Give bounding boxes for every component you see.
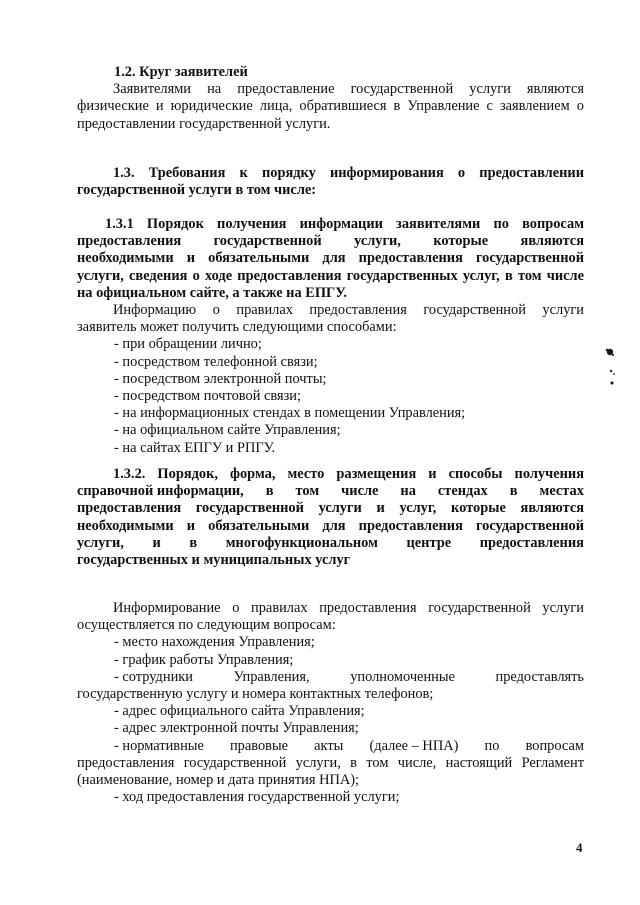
list-item: - посредством почтовой связи;: [114, 388, 301, 405]
heading-word: справочной информации,: [77, 483, 244, 500]
list-word: уполномоченные: [350, 668, 455, 685]
heading-word: в: [189, 534, 198, 551]
heading-word: являются: [520, 233, 584, 250]
heading-word: услуги,: [77, 534, 124, 551]
list-word: Управления,: [233, 668, 310, 685]
heading-word: которые: [433, 233, 489, 250]
list-item: - при обращении лично;: [114, 336, 262, 353]
heading-word: местах: [539, 483, 584, 500]
list-item: - ход предоставления государственной услуги;: [114, 789, 400, 806]
heading-word: в: [265, 483, 274, 500]
section-1-3-2-body: [77, 600, 584, 806]
list-item: [77, 669, 584, 686]
paragraph: физические и юридические лица, обратившиеся в Управление с заявлением о предоставлении государственной услуги.: [77, 98, 584, 132]
list-item: - на официальном сайте Управления;: [114, 422, 341, 439]
section-heading: 1.2. Круг заявителей: [114, 64, 248, 80]
list-word: предоставлять: [495, 668, 584, 685]
section-heading-line: необходимыми и обязательными для предоставления государственной: [77, 517, 584, 534]
section-1-3: [77, 165, 584, 199]
paragraph-line: заявитель может получить следующими способами:: [77, 319, 397, 336]
list-item: [77, 738, 584, 755]
section-heading-line: 1.3.1 Порядок получения информации заявителями по вопросам: [105, 216, 584, 232]
list-word: правовые: [229, 737, 289, 754]
list-item: - на сайтах ЕПГУ и РПГУ.: [114, 439, 276, 456]
list-word: (далее – НПА): [369, 737, 459, 754]
heading-word: числе: [341, 483, 379, 500]
section-1-3-1: [77, 216, 584, 457]
heading-word: на: [400, 483, 416, 500]
page-number: 4: [576, 840, 583, 855]
section-heading-rest: необходимыми и обязательными для предоставления государственной услуги, сведения о ходе предоставления государственных услуг, в том числе на официальном сайте, а также на ЕПГУ.: [77, 250, 584, 301]
list-item: - место нахождения Управления;: [114, 634, 315, 651]
list-item: - посредством электронной почты;: [114, 370, 327, 387]
paragraph-line: Информирование о правилах предоставления государственной услуги: [113, 600, 584, 616]
list-item: - адрес электронной почты Управления;: [114, 720, 359, 737]
list-item: - посредством телефонной связи;: [114, 353, 318, 370]
section-heading-line: [77, 233, 584, 250]
section-1-2: [77, 64, 584, 133]
heading-word: предоставления: [479, 534, 584, 551]
heading-word: центре: [406, 534, 452, 551]
heading-word: и: [152, 534, 161, 551]
list-item: - адрес официального сайта Управления;: [114, 703, 365, 720]
section-heading-line: 1.3.2. Порядок, форма, место размещения и способы получения: [113, 466, 584, 482]
heading-word: том: [295, 483, 320, 500]
section-heading-line: государственных и муниципальных услуг: [77, 552, 351, 569]
list-word: - нормативные: [114, 737, 204, 754]
heading-word: предоставления: [77, 233, 182, 250]
list-item-continuation: государственную услугу и номера контактных телефонов;: [77, 686, 434, 703]
list-item-continuation: предоставления государственной услуги, в том числе, настоящий Регламент: [77, 754, 584, 771]
list-item: - график работы Управления;: [114, 651, 294, 668]
list-word: вопросам: [525, 737, 584, 754]
heading-word: стендах: [437, 483, 488, 500]
list-word: - сотрудники: [114, 668, 193, 685]
scan-artifact-marks: [604, 347, 620, 389]
section-heading-line: [77, 535, 584, 552]
list-word: акты: [314, 737, 344, 754]
section-1-3-2-heading: [77, 466, 584, 569]
heading-word: услуги,: [354, 233, 401, 250]
paragraph-line: Информацию о правилах предоставления государственной услуги: [113, 302, 584, 319]
list-item: - на информационных стендах в помещении Управления;: [114, 405, 466, 422]
heading-word: в: [509, 483, 518, 500]
paragraph-line: осуществляется по следующим вопросам:: [77, 617, 336, 634]
paragraph-line: Заявителями на предоставление государственной услуги являются: [113, 81, 584, 98]
section-heading-line: [77, 483, 584, 500]
section-heading-line: предоставления государственной услуги и услуг, которые являются: [77, 500, 584, 517]
section-heading-line: государственной услуги в том числе:: [77, 182, 317, 199]
section-heading-line: 1.3. Требования к порядку информирования о предоставлении: [113, 165, 584, 181]
list-word: по: [484, 737, 500, 754]
heading-word: государственной: [213, 233, 322, 250]
heading-word: многофункциональном: [225, 534, 378, 551]
list-item-continuation: (наименование, номер и дата принятия НПА);: [77, 772, 360, 789]
